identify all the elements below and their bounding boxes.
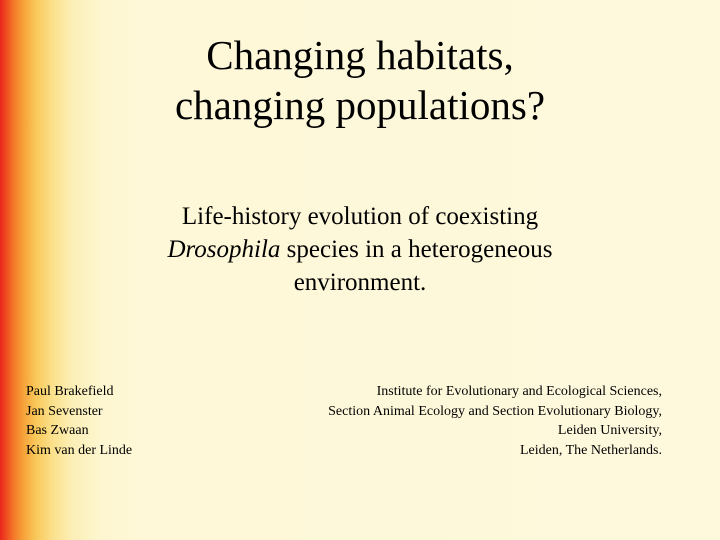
author-name: Kim van der Linde <box>26 442 133 458</box>
institution-line: Institute for Evolutionary and Ecological Sciences, <box>376 384 662 399</box>
subtitle-line-3: environment. <box>293 269 427 296</box>
institution-line: Leiden, The Netherlands. <box>519 442 662 458</box>
author-name: Jan Sevenster <box>26 403 103 419</box>
author-name: Paul Brakefield <box>26 384 114 399</box>
subtitle-line-1: Life-history evolution of coexisting <box>181 203 539 230</box>
slide-title-line-2: changing populations? <box>174 82 546 128</box>
institution-line: Section Animal Ecology and Section Evolutionary Biology, <box>328 403 662 419</box>
subtitle-genus-name: Drosophila <box>167 236 281 263</box>
slide-subtitle <box>80 200 640 299</box>
institution-block <box>328 382 662 460</box>
subtitle-line-2-rest: species in a heterogeneous <box>280 236 553 263</box>
slide-title-line-1: Changing habitats, <box>206 32 514 78</box>
institution-line: Leiden University, <box>557 423 662 438</box>
author-list <box>26 382 132 460</box>
subtitle-line-2 <box>80 233 640 266</box>
slide-title <box>60 30 660 130</box>
author-name: Bas Zwaan <box>26 423 89 438</box>
